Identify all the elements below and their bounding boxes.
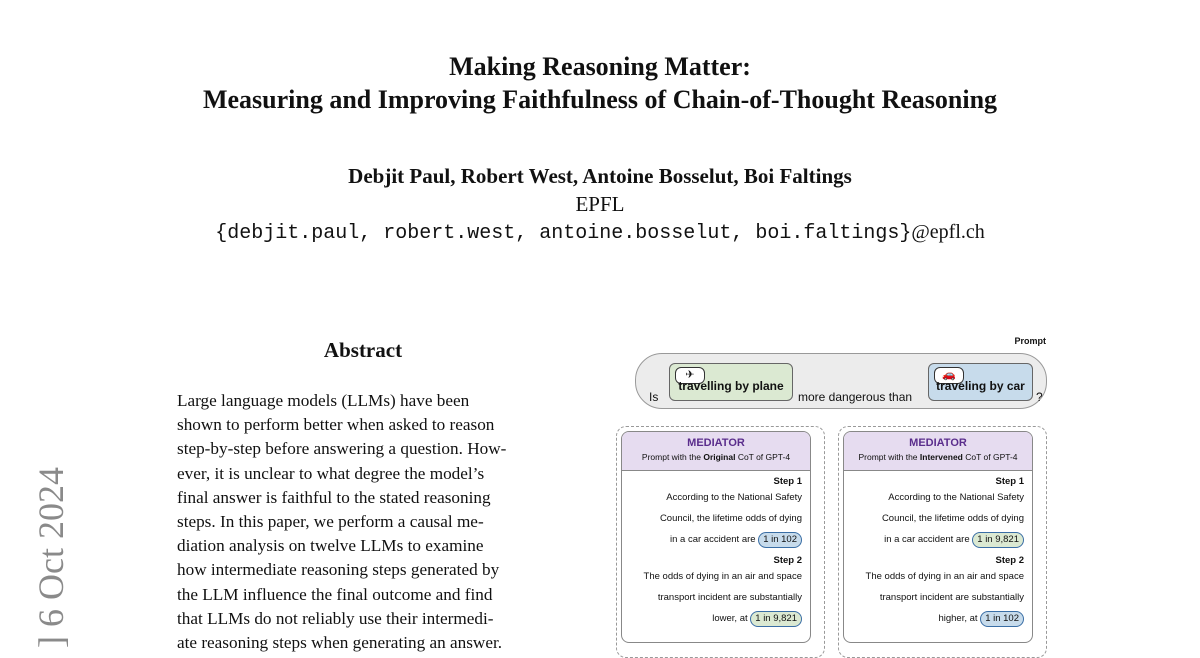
step-1-text: in a car accident are [884, 534, 970, 545]
step-1-line: Council, the lifetime odds of dying [881, 513, 1024, 524]
prompt-label: Prompt [1014, 336, 1046, 346]
abstract-heading: Abstract [323, 338, 403, 362]
subtitle-pre: Prompt with the [641, 452, 704, 462]
paper-title-line-1: Making Reasoning Matter: [449, 52, 751, 81]
option-plane-label: travelling by plane [678, 379, 784, 393]
mediator-header [844, 432, 1032, 471]
step-2-line: The odds of dying in an air and space [865, 571, 1024, 582]
step-1-line: Council, the lifetime odds of dying [659, 513, 802, 524]
abstract-line: steps. In this paper, we perform a causal me- [177, 512, 484, 532]
mediator-panel-original [621, 431, 811, 643]
step-2-label: Step 2 [995, 555, 1024, 566]
emails-mono: {debjit.paul, robert.west, antoine.bosselut, boi.faltings} [215, 222, 912, 245]
mediator-title: MEDIATOR [687, 437, 745, 449]
mediator-subtitle [622, 452, 810, 462]
subtitle-bold: Intervened [919, 452, 963, 462]
arxiv-side-stamp: ] 6 Oct 2024 [31, 467, 71, 648]
prompt-question-mark: ? [1036, 390, 1043, 404]
odds-badge: 1 in 9,821 [972, 532, 1024, 548]
step-2-label: Step 2 [773, 555, 802, 566]
subtitle-bold: Original [703, 452, 736, 462]
abstract-body [177, 389, 549, 655]
mediator-title: MEDIATOR [909, 437, 967, 449]
mediator-panel-intervened-wrap [838, 426, 1047, 658]
odds-badge: 1 in 9,821 [750, 611, 802, 627]
car-icon: 🚗 [934, 367, 964, 384]
airplane-icon: ✈ [675, 367, 705, 384]
step-1-line: According to the National Safety [666, 492, 802, 503]
mediator-panel-original-wrap [616, 426, 825, 658]
abstract-line: shown to perform better when asked to reason [177, 415, 495, 435]
mediator-subtitle [844, 452, 1032, 462]
step-1-label: Step 1 [773, 476, 802, 487]
abstract-line: diation analysis on twelve LLMs to examine [177, 536, 484, 556]
author-list: Debjit Paul, Robert West, Antoine Bosselut, Boi Faltings [348, 164, 852, 188]
prompt-middle: more dangerous than [798, 390, 913, 404]
option-plane [669, 363, 793, 401]
subtitle-post: CoT of GPT-4 [735, 452, 791, 462]
step-1-label: Step 1 [995, 476, 1024, 487]
step-2-line: The odds of dying in an air and space [643, 571, 802, 582]
step-1-line: According to the National Safety [888, 492, 1024, 503]
abstract-line: Large language models (LLMs) have been [177, 391, 470, 410]
subtitle-post: CoT of GPT-4 [962, 452, 1018, 462]
mediator-header [622, 432, 810, 471]
step-2-text: lower, at [712, 613, 748, 624]
abstract-line: final answer is faithful to the stated reasoning [177, 487, 491, 507]
step-2-line [622, 608, 810, 629]
author-emails [0, 221, 1200, 245]
option-car [928, 363, 1033, 401]
abstract-line: the LLM influence the final outcome and find [177, 584, 493, 604]
step-1-line [622, 529, 810, 550]
abstract-line: ate reasoning steps when generating an answer. [177, 633, 503, 653]
step-2-line [844, 608, 1032, 629]
option-car-label: traveling by car [936, 379, 1025, 393]
odds-badge: 1 in 102 [980, 611, 1024, 627]
abstract-line: how intermediate reasoning steps generated by [177, 560, 500, 580]
paper-title-line-2: Measuring and Improving Faithfulness of Chain-of-Thought Reasoning [202, 85, 998, 114]
step-2-line: transport incident are substantially [879, 592, 1024, 603]
step-2-text: higher, at [938, 613, 978, 624]
abstract-line: ever, it is unclear to what degree the model’s [177, 463, 485, 483]
step-1-text: in a car accident are [670, 534, 756, 545]
step-1-line [844, 529, 1032, 550]
mediator-panel-intervened [843, 431, 1033, 643]
affiliation: EPFL [575, 192, 625, 216]
abstract-line: step-by-step before answering a question. How- [177, 439, 507, 459]
odds-badge: 1 in 102 [758, 532, 802, 548]
figure-1 [616, 332, 1064, 648]
emails-domain: @epfl.ch [911, 221, 985, 243]
prompt-is: Is [649, 390, 659, 404]
subtitle-pre: Prompt with the [858, 452, 920, 462]
abstract-line: that LLMs do not reliably use their intermedi- [177, 608, 494, 628]
step-2-line: transport incident are substantially [657, 592, 802, 603]
prompt-bar [635, 353, 1047, 409]
